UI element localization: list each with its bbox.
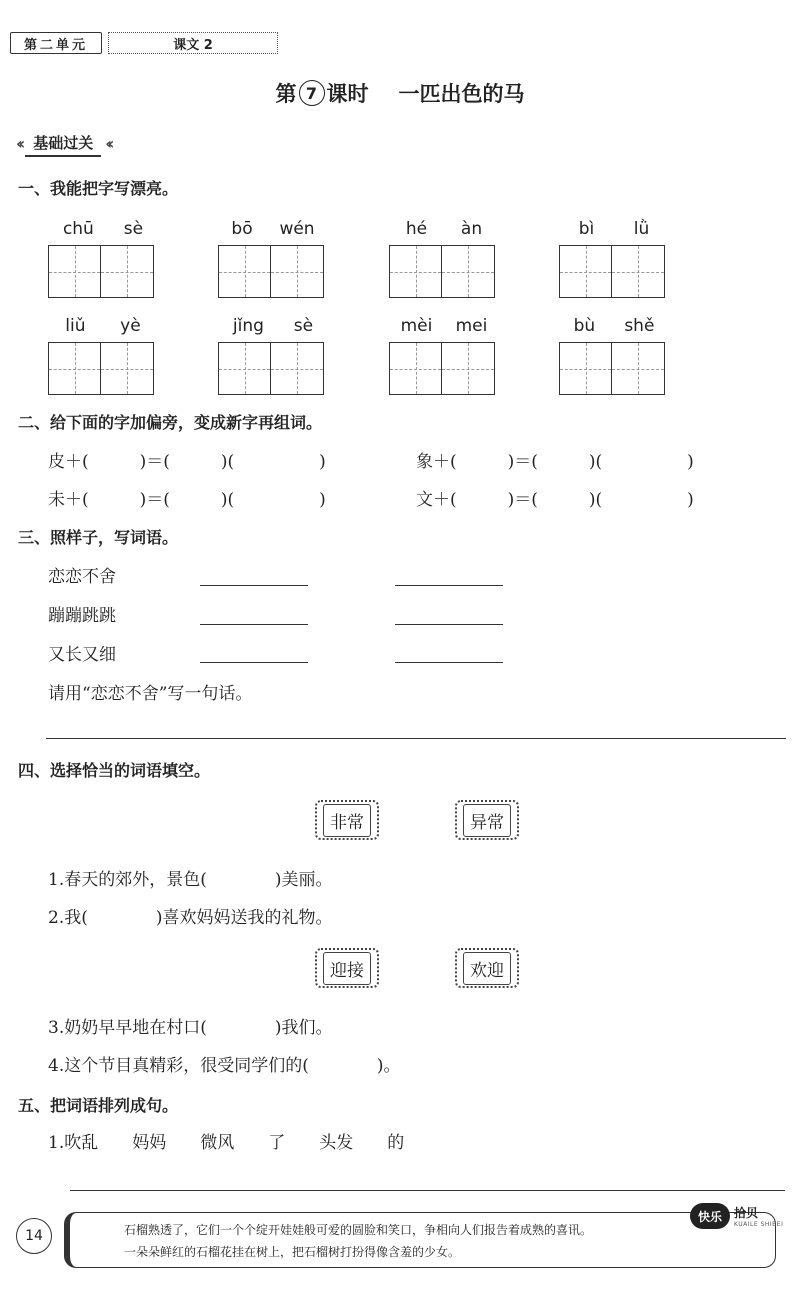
example-word: 恋恋不舍 (48, 567, 116, 587)
chevron-left-icon: ‹‹ (105, 133, 111, 153)
pinyin-syllable: liǔ (65, 316, 86, 336)
banner-label: 基础过关 (25, 130, 101, 157)
pinyin-label (559, 312, 669, 336)
radical-row[interactable]: 象＋( )＝( )( ) (416, 452, 694, 472)
tian-zi-cell[interactable] (559, 245, 612, 298)
tian-zi-cell[interactable] (389, 342, 442, 395)
pinyin-label (389, 312, 499, 336)
tian-zi-cell[interactable] (271, 342, 324, 395)
title-prefix: 第 (275, 82, 297, 106)
tian-zi-cell[interactable] (48, 342, 101, 395)
tian-zi-cell[interactable] (271, 245, 324, 298)
sentence-prompt: 请用“恋恋不舍”写一句话。 (48, 684, 253, 704)
pinyin-label (218, 215, 328, 239)
writing-grid (48, 342, 158, 395)
pinyin-syllable: wén (279, 219, 315, 239)
word-choice-box: 非常 (315, 800, 379, 840)
radical-row[interactable]: 文＋( )＝( )( ) (416, 490, 694, 510)
pinyin-syllable: sè (123, 219, 144, 239)
writing-grid (389, 245, 499, 298)
answer-blank[interactable] (200, 661, 308, 663)
tip-line: 石榴熟透了，它们一个个绽开娃娃般可爱的圆脸和笑口，争相向人们报告着成熟的喜讯。 (124, 1223, 593, 1237)
section-banner (16, 130, 110, 156)
pinyin-group (389, 215, 499, 298)
section-3-title: 三、照样子，写词语。 (18, 528, 179, 547)
pinyin-label (48, 312, 158, 336)
pinyin-syllable: àn (460, 219, 483, 239)
lesson-number-badge: 7 (299, 80, 325, 106)
radical-row[interactable]: 皮＋( )＝( )( ) (48, 452, 326, 472)
pinyin-syllable: bù (573, 316, 596, 336)
writing-grid (48, 245, 158, 298)
lesson-name: 一匹出色的马 (398, 82, 525, 106)
tian-zi-cell[interactable] (218, 342, 271, 395)
fill-question[interactable]: 1.春天的郊外，景色( )美丽。 (48, 870, 333, 890)
pinyin-group (389, 312, 499, 395)
tip-box (64, 1212, 776, 1268)
unit-tag: 第二单元 (10, 32, 102, 54)
page-title (0, 78, 800, 108)
tian-zi-cell[interactable] (442, 245, 495, 298)
tip-line: 一朵朵鲜红的石榴花挂在树上，把石榴树打扮得像含羞的少女。 (124, 1245, 461, 1259)
tian-zi-cell[interactable] (48, 245, 101, 298)
writing-grid (218, 245, 328, 298)
brand-label (734, 1204, 783, 1228)
brand-subtitle: KUAILE SHIBEI (734, 1221, 784, 1228)
writing-grid (559, 245, 669, 298)
pinyin-label (48, 215, 158, 239)
tian-zi-cell[interactable] (559, 342, 612, 395)
pinyin-group (48, 215, 158, 298)
chevron-left-icon: ‹‹ (16, 133, 22, 153)
sentence-writing-line[interactable] (46, 738, 786, 739)
fill-question[interactable]: 2.我( )喜欢妈妈送我的礼物。 (48, 908, 333, 928)
tian-zi-cell[interactable] (218, 245, 271, 298)
tian-zi-cell[interactable] (101, 342, 154, 395)
pinyin-group (559, 312, 669, 395)
arrange-question: 1.吹乱 妈妈 微风 了 头发 的 (48, 1133, 405, 1153)
pinyin-syllable: mei (455, 316, 488, 336)
pinyin-label (389, 215, 499, 239)
writing-grid (389, 342, 499, 395)
pinyin-syllable: yè (120, 316, 141, 336)
brand-badge: 快乐 (690, 1203, 730, 1229)
tian-zi-cell[interactable] (442, 342, 495, 395)
answer-blank[interactable] (200, 584, 308, 586)
section-5-title: 五、把词语排列成句。 (18, 1096, 179, 1115)
pinyin-label (218, 312, 328, 336)
footer-divider (70, 1190, 785, 1191)
page-number: 14 (16, 1218, 52, 1254)
writing-grid (559, 342, 669, 395)
word-choice-box: 异常 (455, 800, 519, 840)
pinyin-syllable: lǜ (633, 219, 650, 239)
pinyin-group (218, 312, 328, 395)
lesson-tag: 课文 2 (108, 32, 278, 54)
section-4-title: 四、选择恰当的词语填空。 (18, 761, 211, 780)
pinyin-group (218, 215, 328, 298)
section-2-title: 二、给下面的字加偏旁，变成新字再组词。 (18, 413, 323, 432)
answer-blank[interactable] (395, 584, 503, 586)
writing-grid (218, 342, 328, 395)
tian-zi-cell[interactable] (612, 342, 665, 395)
answer-blank[interactable] (395, 661, 503, 663)
pinyin-syllable: jǐng (232, 316, 264, 336)
pinyin-group (48, 312, 158, 395)
example-word: 蹦蹦跳跳 (48, 606, 116, 626)
radical-row[interactable]: 未＋( )＝( )( ) (48, 490, 326, 510)
pinyin-syllable: bì (578, 219, 595, 239)
example-word: 又长又细 (48, 645, 116, 665)
pinyin-group (559, 215, 669, 298)
pinyin-syllable: chū (62, 219, 94, 239)
tian-zi-cell[interactable] (612, 245, 665, 298)
pinyin-label (559, 215, 669, 239)
answer-blank[interactable] (395, 623, 503, 625)
section-1-title: 一、我能把字写漂亮。 (18, 179, 179, 198)
word-choice-box: 欢迎 (455, 948, 519, 988)
answer-blank[interactable] (200, 623, 308, 625)
pinyin-syllable: bō (231, 219, 253, 239)
tian-zi-cell[interactable] (101, 245, 154, 298)
word-choice-box: 迎接 (315, 948, 379, 988)
pinyin-syllable: hé (405, 219, 428, 239)
tian-zi-cell[interactable] (389, 245, 442, 298)
brand-name: 拾贝 (734, 1206, 759, 1220)
fill-question[interactable]: 4.这个节目真精彩，很受同学们的( )。 (48, 1056, 401, 1076)
pinyin-syllable: mèi (400, 316, 433, 336)
pinyin-syllable: shě (624, 316, 655, 336)
title-suffix: 课时 (326, 82, 369, 106)
fill-question[interactable]: 3.奶奶早早地在村口( )我们。 (48, 1018, 333, 1038)
pinyin-syllable: sè (293, 316, 314, 336)
